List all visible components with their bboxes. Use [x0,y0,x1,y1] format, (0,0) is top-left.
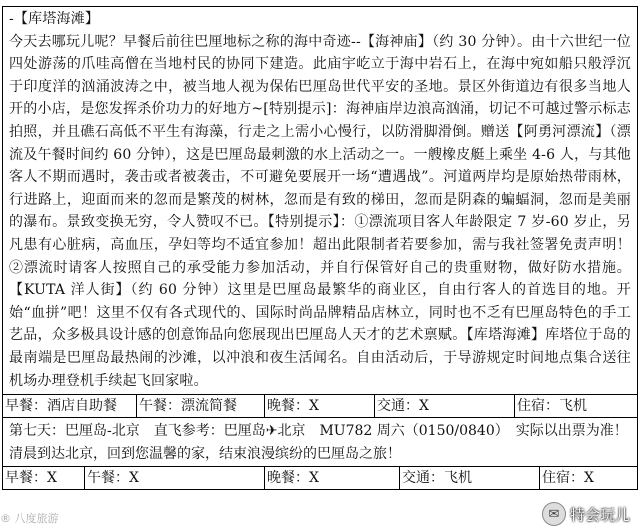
itinerary-document [2,6,638,490]
section-title: -【库塔海滩】 [9,11,100,27]
lunch-cell: 午餐：漂流简餐 [137,395,265,417]
lunch-cell: 午餐：X [85,467,265,489]
itinerary-paragraph: 今天去哪玩儿呢？早餐后前往巴厘地标之称的海中奇迹--【海神庙】（约 30 分钟）。由十六世纪一位四处游荡的爪哇高僧在当地村民的协同下建造。此庙宇屹立于海中岩石上，在海中宛如船只般浮沉于印度洋的汹涌波涛之中，被当地人视为保佑巴厘岛世代平安的圣地。景区外街道边有很多当地人开的小店，是您发挥杀价功力的好地方~[特别提示]：海神庙岸边浪高汹涌，切记不可越过警示标志拍照，并且礁石高低不平生有海藻，行走之上需小心慢行，以防滑脚滑倒。赠送【阿勇河漂流】（漂流及午餐时间约 60 分钟），这是巴厘岛最刺激的水上活动之一。一艘橡皮艇上乘坐 4-6 人，与其他客人不期而遇时，袭击或者被袭击，不可避免要展开一场“遭遇战”。河道两岸均是原始热带雨林，行进路上，迎面而来的忽而是繁茂的树林，忽而是有致的梯田，忽而是阴森的蝙蝠洞，忽而是美丽的瀑布。景致变换无穷，令人赞叹不已。【特别提示】：①漂流项目客人年龄限定 7 岁-60 岁止，另凡患有心脏病，高血压，孕妇等均不适宜参加！超出此限制者若要参加，需与我社签署免责声明！②漂流时请客人按照自己的承受能力参加活动，并自行保管好自己的贵重财物，做好防水措施。【KUTA 洋人街】（约 60 分钟）这里是巴厘岛最繁华的商业区，自由行客人的首选目的地。开始“血拼”吧！这里不仅有各式现代的、国际时尚品牌精品店林立，同时也不乏有巴厘岛特色的手工艺品，众多极具设计感的创意饰品向您展现出巴厘岛人天才的艺术禀赋。【库塔海滩】库塔位于岛的最南端是巴厘岛最热闹的沙滩，以冲浪和夜生活闻名。自由活动后，于导游规定时间地点集合送往机场办理登机手续起飞回家啦。 [9,33,631,389]
day7-header: 第七天：巴厘岛-北京 直飞参考：巴厘岛✈北京 MU782 周六（0150/0840） 实际以出票为准！ [9,423,628,440]
day7-block [3,417,637,466]
transport-cell: 交通：飞机 [400,467,540,489]
dinner-cell: 晚餐：X [265,395,375,417]
meals-row-day7 [3,466,637,489]
dinner-cell: 晚餐：X [265,467,400,489]
itinerary-content [3,7,637,394]
watermark-left: ® 八度旅游 [0,512,59,525]
transport-cell: 交通：X [375,395,515,417]
lodging-cell: 住宿：飞机 [517,398,587,415]
watermark-right-text: 特会玩儿 [569,505,630,524]
day7-body: 清晨到达北京，回到您温馨的家，结束浪漫缤纷的巴厘岛之旅！ [9,446,401,463]
watermark-right [542,502,630,526]
breakfast-cell: 早餐：X [3,467,85,489]
lodging-cell: 住宿：X [542,470,594,487]
breakfast-cell: 早餐：酒店自助餐 [3,395,137,417]
wechat-icon: ✉ [542,502,566,526]
meals-row-day6 [3,394,637,417]
